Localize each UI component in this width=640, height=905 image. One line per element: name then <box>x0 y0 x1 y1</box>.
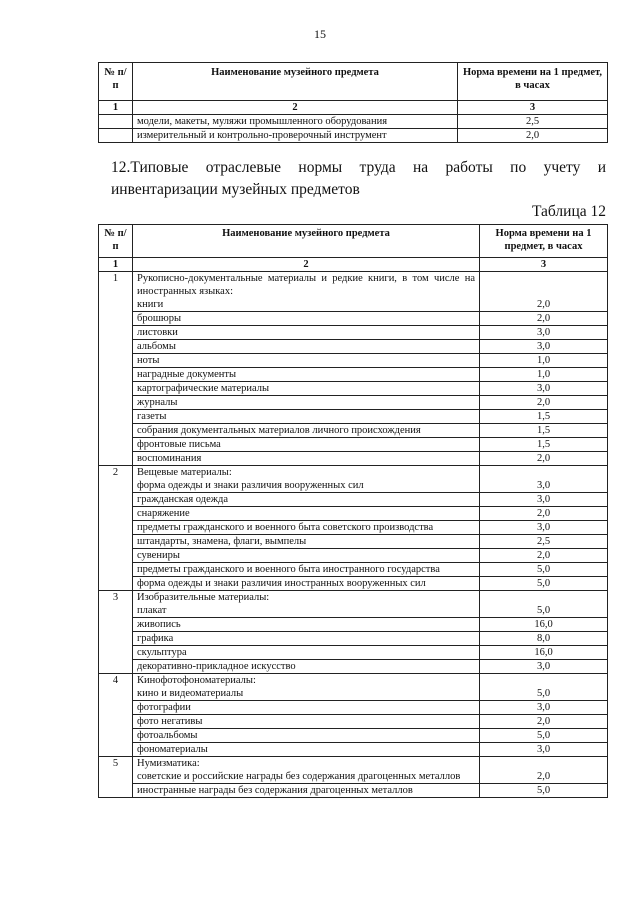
item-norm: 1,5 <box>480 424 608 438</box>
header-norm: Норма времени на 1 предмет, в часах <box>458 63 608 101</box>
table-row <box>99 757 608 784</box>
item-norm: 3,0 <box>480 466 608 493</box>
item-norm: 8,0 <box>480 632 608 646</box>
group-number: 5 <box>99 757 133 798</box>
table-row <box>99 729 608 743</box>
table-row <box>99 535 608 549</box>
table-row <box>99 701 608 715</box>
item-norm: 1,5 <box>480 438 608 452</box>
index-cell: 1 <box>99 101 133 115</box>
item-name: плакат <box>137 605 167 616</box>
item-norm: 16,0 <box>480 618 608 632</box>
item-name-cell <box>133 784 480 798</box>
item-norm: 16,0 <box>480 646 608 660</box>
item-name-cell <box>133 521 480 535</box>
item-norm: 3,0 <box>480 743 608 757</box>
item-norm: 2,5 <box>480 535 608 549</box>
item-name-cell <box>133 396 480 410</box>
table-row <box>99 424 608 438</box>
table-row <box>99 715 608 729</box>
table-12-body <box>99 272 608 798</box>
item-norm: 5,0 <box>480 784 608 798</box>
table-row <box>99 354 608 368</box>
item-norm: 3,0 <box>480 382 608 396</box>
table-row <box>99 577 608 591</box>
item-norm: 2,0 <box>458 129 608 143</box>
item-name-cell <box>133 368 480 382</box>
item-name-cell <box>133 701 480 715</box>
item-name-cell <box>133 563 480 577</box>
table-row <box>99 129 608 143</box>
table-row <box>99 660 608 674</box>
group-title: Нумизматика: <box>137 758 200 769</box>
table-previous <box>98 62 608 143</box>
item-norm: 2,5 <box>458 115 608 129</box>
table-row <box>99 410 608 424</box>
item-name-cell <box>133 326 480 340</box>
item-norm: 2,0 <box>480 312 608 326</box>
item-name-cell <box>133 591 480 618</box>
item-norm: 3,0 <box>480 701 608 715</box>
table-row <box>99 743 608 757</box>
item-name-cell <box>133 743 480 757</box>
item-norm: 1,5 <box>480 410 608 424</box>
item-name-cell <box>133 660 480 674</box>
item-name-cell <box>133 493 480 507</box>
item-name: измерительный и контрольно-проверочный инструмент <box>133 129 458 143</box>
item-norm: 1,0 <box>480 368 608 382</box>
item-name-cell <box>133 507 480 521</box>
index-cell: 2 <box>133 258 480 272</box>
item-norm: 3,0 <box>480 340 608 354</box>
item-name: штандарты, знамена, флаги, вымпелы <box>137 536 307 547</box>
item-name: сувениры <box>137 550 180 561</box>
item-name-cell <box>133 674 480 701</box>
table-row <box>99 591 608 618</box>
item-name: предметы гражданского и военного быта иностранного государства <box>137 564 440 575</box>
header-number: № п/п <box>99 63 133 101</box>
item-name: листовки <box>137 327 178 338</box>
item-norm: 5,0 <box>480 577 608 591</box>
item-name: декоративно-прикладное искусство <box>137 661 296 672</box>
item-name: брошюры <box>137 313 182 324</box>
header-name: Наименование музейного предмета <box>133 225 480 258</box>
item-name-cell <box>133 715 480 729</box>
item-norm: 5,0 <box>480 674 608 701</box>
item-name: модели, макеты, муляжи промышленного оборудования <box>133 115 458 129</box>
item-name: форма одежды и знаки различия иностранных вооруженных сил <box>137 578 426 589</box>
table-row <box>99 438 608 452</box>
item-name-cell <box>133 312 480 326</box>
item-name: иностранные награды без содержания драгоценных металлов <box>137 785 413 796</box>
item-name: живопись <box>137 619 181 630</box>
item-norm: 5,0 <box>480 591 608 618</box>
table-label: Таблица 12 <box>531 203 606 220</box>
group-title: Вещевые материалы: <box>137 467 232 478</box>
index-cell: 3 <box>458 101 608 115</box>
item-name-cell <box>133 549 480 563</box>
index-cell: 1 <box>99 258 133 272</box>
table-row <box>99 674 608 701</box>
item-name-cell <box>133 577 480 591</box>
table-row <box>99 507 608 521</box>
item-name: фотоальбомы <box>137 730 198 741</box>
page-number: 15 <box>314 27 326 41</box>
group-number: 1 <box>99 272 133 466</box>
header-norm: Норма времени на 1 предмет, в часах <box>480 225 608 258</box>
item-name: воспоминания <box>137 453 202 464</box>
section-heading-line2: инвентаризации музейных предметов <box>111 181 360 198</box>
table-12 <box>98 224 608 798</box>
index-row <box>99 258 608 272</box>
item-name: ноты <box>137 355 160 366</box>
table-row <box>99 549 608 563</box>
item-name-cell <box>133 272 480 312</box>
item-norm: 1,0 <box>480 354 608 368</box>
item-norm: 3,0 <box>480 660 608 674</box>
item-name: фото негативы <box>137 716 203 727</box>
item-name: собрания документальных материалов личного происхождения <box>137 425 421 436</box>
table-row <box>99 115 608 129</box>
item-name-cell <box>133 424 480 438</box>
header-name: Наименование музейного предмета <box>133 63 458 101</box>
item-name: книги <box>137 299 164 310</box>
item-name-cell <box>133 452 480 466</box>
table-row <box>99 493 608 507</box>
item-name-cell <box>133 646 480 660</box>
group-number: 3 <box>99 591 133 674</box>
table-row <box>99 563 608 577</box>
table-row <box>99 632 608 646</box>
group-title: Рукописно-документальные материалы и редкие книги, в том числе на иностранных языках: <box>137 273 475 297</box>
item-name: снаряжение <box>137 508 190 519</box>
item-name: скульптура <box>137 647 187 658</box>
item-name-cell <box>133 382 480 396</box>
group-number: 4 <box>99 674 133 757</box>
index-row <box>99 101 608 115</box>
item-norm: 3,0 <box>480 326 608 340</box>
index-cell: 2 <box>133 101 458 115</box>
item-name: предметы гражданского и военного быта советского производства <box>137 522 434 533</box>
table-row <box>99 396 608 410</box>
table-row <box>99 382 608 396</box>
item-name: гражданская одежда <box>137 494 229 505</box>
item-norm: 2,0 <box>480 452 608 466</box>
item-name: графика <box>137 633 174 644</box>
item-norm: 5,0 <box>480 729 608 743</box>
item-norm: 2,0 <box>480 549 608 563</box>
item-norm: 2,0 <box>480 396 608 410</box>
table-row <box>99 272 608 312</box>
item-name: форма одежды и знаки различия вооруженных сил <box>137 480 364 491</box>
item-name-cell <box>133 354 480 368</box>
table-row <box>99 646 608 660</box>
table-row <box>99 466 608 493</box>
item-name-cell <box>133 466 480 493</box>
item-name: советские и российские награды без содержания драгоценных металлов <box>137 771 461 782</box>
item-name-cell <box>133 632 480 646</box>
item-name: фронтовые письма <box>137 439 221 450</box>
item-norm: 3,0 <box>480 493 608 507</box>
table-row <box>99 521 608 535</box>
item-name-cell <box>133 438 480 452</box>
index-cell: 3 <box>480 258 608 272</box>
item-norm: 2,0 <box>480 507 608 521</box>
item-name-cell <box>133 618 480 632</box>
item-norm: 5,0 <box>480 563 608 577</box>
item-norm: 2,0 <box>480 272 608 312</box>
table-row <box>99 618 608 632</box>
number-cell <box>99 115 133 129</box>
item-name-cell <box>133 410 480 424</box>
group-title: Кинофотофономатериалы: <box>137 675 256 686</box>
item-name: фономатериалы <box>137 744 208 755</box>
group-title: Изобразительные материалы: <box>137 592 270 603</box>
item-name: наградные документы <box>137 369 237 380</box>
header-number: № п/п <box>99 225 133 258</box>
table-row <box>99 368 608 382</box>
item-name: журналы <box>137 397 178 408</box>
table-header-row <box>99 63 608 101</box>
item-norm: 3,0 <box>480 521 608 535</box>
item-norm: 2,0 <box>480 757 608 784</box>
item-name-cell <box>133 340 480 354</box>
item-name: картографические материалы <box>137 383 270 394</box>
item-name-cell <box>133 535 480 549</box>
item-name: альбомы <box>137 341 176 352</box>
item-name: кино и видеоматериалы <box>137 688 244 699</box>
section-heading-line1: 12.Типовые отраслевые нормы труда на работы по учету и <box>111 159 606 176</box>
item-name-cell <box>133 757 480 784</box>
table-row <box>99 784 608 798</box>
number-cell <box>99 129 133 143</box>
table-row <box>99 452 608 466</box>
item-name: газеты <box>137 411 167 422</box>
item-name: фотографии <box>137 702 191 713</box>
table-row <box>99 326 608 340</box>
item-norm: 2,0 <box>480 715 608 729</box>
table-row <box>99 312 608 326</box>
table-header-row <box>99 225 608 258</box>
table-row <box>99 340 608 354</box>
group-number: 2 <box>99 466 133 591</box>
item-name-cell <box>133 729 480 743</box>
